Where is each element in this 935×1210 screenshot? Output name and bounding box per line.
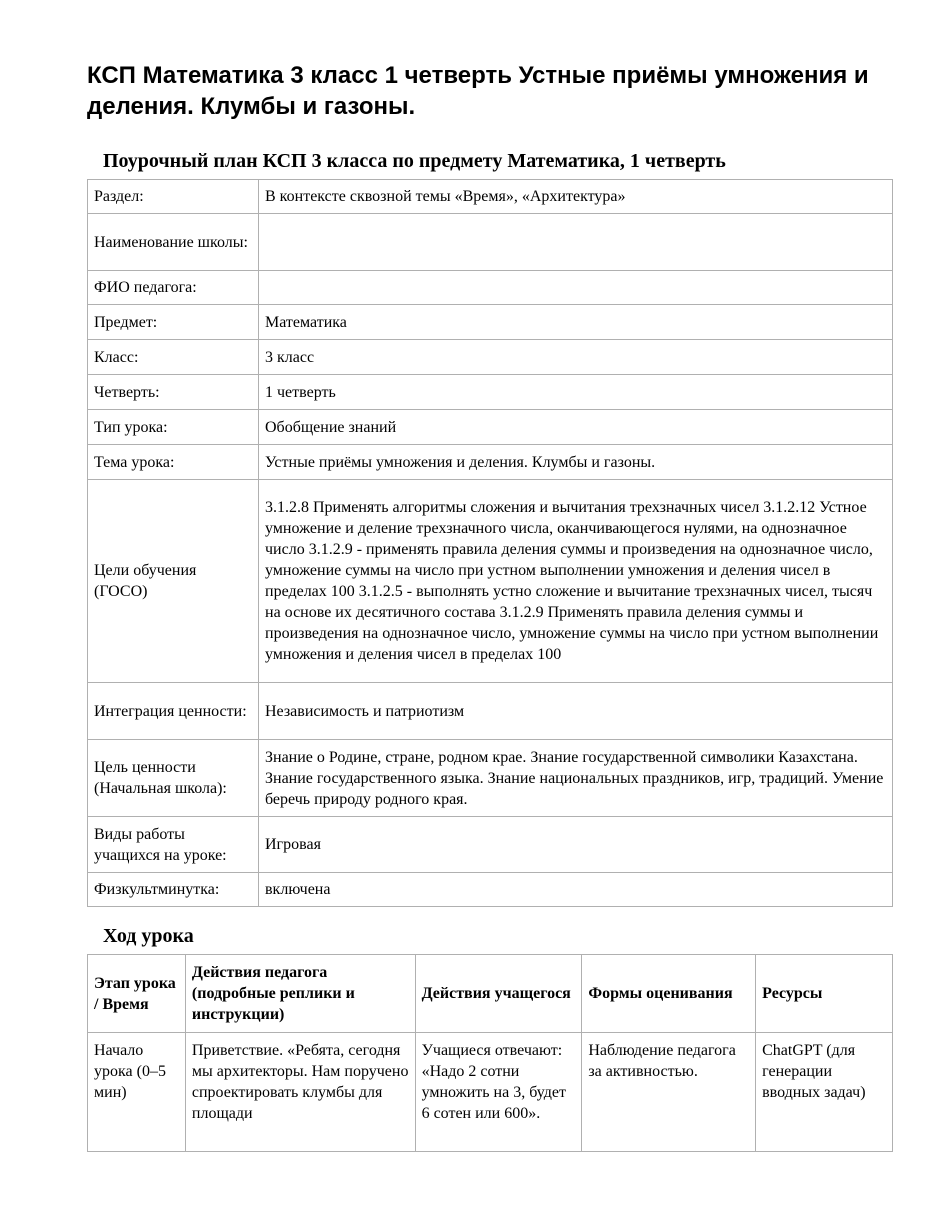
info-value: 3.1.2.8 Применять алгоритмы сложения и вычитания трехзначных чисел 3.1.2.12 Устное умножение и деление трехзначного числа, оканчивающегося нулями, на однозначное число 3.1.2.9 - применять правила деления суммы и произведения на однозначное число, умножение суммы на число при устном выполнении умножения и деления чисел в пределах 100 3.1.2.5 - выполнять устно сложение и вычитание трехзначных чисел, тысяч на основе их десятичного состава 3.1.2.9 Применять правила деления суммы и произведения на однозначное число, умножение суммы на число при устном выполнении умножения и деления чисел в пределах 100 [259,480,893,683]
info-value: 3 класс [259,340,893,375]
lesson-header-cell: Этап урока / Время [88,955,186,1033]
info-row [88,340,893,375]
plan-heading: Поурочный план КСП 3 класса по предмету Математика, 1 четверть [103,150,726,172]
lesson-row [88,1033,893,1152]
info-label: Класс: [88,340,259,375]
info-row [88,445,893,480]
info-row [88,375,893,410]
lesson-cell: Учащиеся отвечают: «Надо 2 сотни умножить на 3, будет 6 сотен или 600». [415,1033,582,1152]
info-label: ФИО педагога: [88,271,259,305]
info-value: Математика [259,305,893,340]
info-label: Виды работы учащихся на уроке: [88,817,259,873]
info-value: В контексте сквозной темы «Время», «Архитектура» [259,180,893,214]
info-value: Знание о Родине, стране, родном крае. Знание государственной символики Казахстана. Знание государственного языка. Знание национальных праздников, игр, традиций. Умение беречь природу родного края. [259,740,893,817]
lesson-cell: ChatGPT (для генерации вводных задач) [756,1033,893,1152]
info-value [259,214,893,271]
info-row [88,683,893,740]
lesson-header-row [88,955,893,1033]
info-label: Четверть: [88,375,259,410]
lesson-cell: Начало урока (0–5 мин) [88,1033,186,1152]
info-value: Игровая [259,817,893,873]
lesson-info-table [87,179,893,907]
info-row [88,817,893,873]
info-label: Цели обучения (ГОСО) [88,480,259,683]
lesson-flow-table [87,954,893,1152]
info-value: 1 четверть [259,375,893,410]
lesson-flow-heading: Ход урока [103,925,194,947]
info-value [259,271,893,305]
info-row [88,410,893,445]
lesson-cell: Приветствие. «Ребята, сегодня мы архитекторы. Нам поручено спроектировать клумбы для площади [185,1033,415,1152]
info-label: Интеграция ценности: [88,683,259,740]
lesson-cell: Наблюдение педагога за активностью. [582,1033,756,1152]
info-label: Наименование школы: [88,214,259,271]
info-label: Тип урока: [88,410,259,445]
info-row [88,180,893,214]
info-label: Цель ценности (Начальная школа): [88,740,259,817]
info-row [88,740,893,817]
info-row [88,305,893,340]
document-title: КСП Математика 3 класс 1 четверть Устные приёмы умножения и деления. Клумбы и газоны. [87,62,869,120]
info-row [88,214,893,271]
info-label: Раздел: [88,180,259,214]
info-value: Независимость и патриотизм [259,683,893,740]
info-row [88,873,893,907]
lesson-header-cell: Ресурсы [756,955,893,1033]
info-value: Обобщение знаний [259,410,893,445]
lesson-header-cell: Действия учащегося [415,955,582,1033]
info-row [88,480,893,683]
info-value: Устные приёмы умножения и деления. Клумбы и газоны. [259,445,893,480]
lesson-header-cell: Действия педагога (подробные реплики и инструкции) [185,955,415,1033]
info-label: Тема урока: [88,445,259,480]
info-label: Предмет: [88,305,259,340]
info-row [88,271,893,305]
info-label: Физкультминутка: [88,873,259,907]
lesson-header-cell: Формы оценивания [582,955,756,1033]
info-value: включена [259,873,893,907]
